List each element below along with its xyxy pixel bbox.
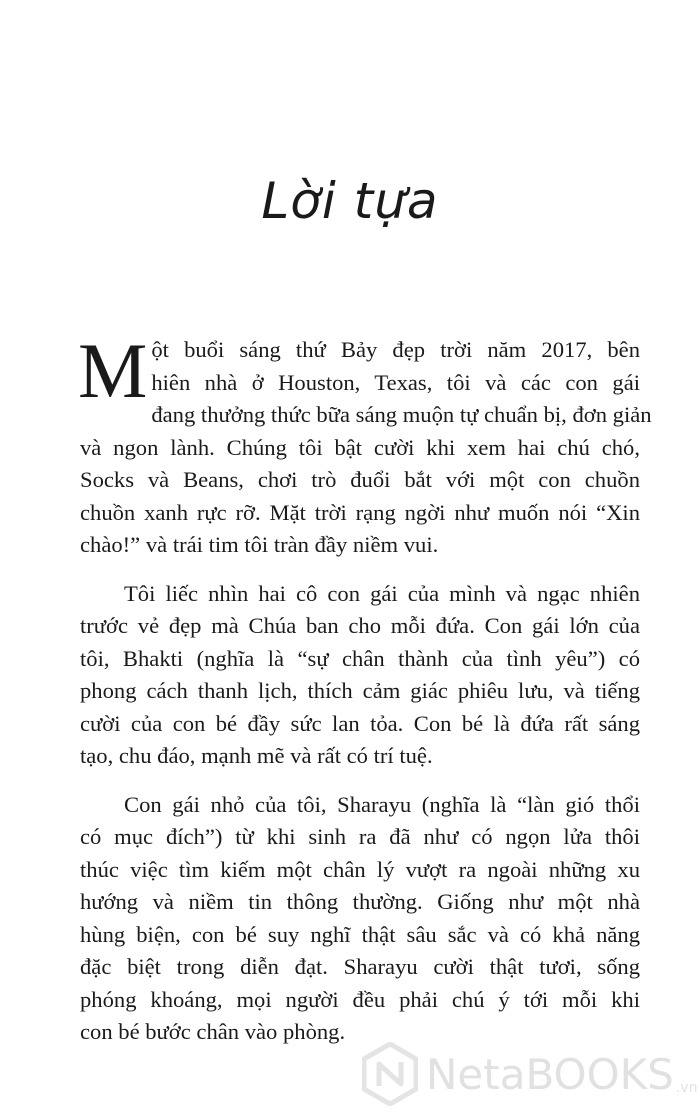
text-line: trước vẻ đẹp mà Chúa ban cho mỗi đứa. Con gái lớn của: [80, 613, 640, 638]
text-line: thúc việc tìm kiếm một chân lý vượt ra ngoài những xu: [80, 856, 640, 882]
text-line: chào!” và trái tim tôi tràn đầy niềm vui.: [80, 532, 439, 557]
text-line: có mục đích”) từ khi sinh ra đã như có ngọn lửa thôi: [80, 824, 640, 849]
drop-cap: M: [78, 327, 148, 414]
text-line: tôi, Bhakti (nghĩa là “sự chân thành của tình yêu”) có: [80, 645, 640, 671]
netabooks-logo-icon: [362, 1042, 418, 1106]
paragraph-1: [78, 327, 652, 562]
text-line: ột buổi sáng thứ Bảy đẹp trời năm 2017, bên: [151, 337, 640, 362]
watermark-brand: NetaBOOKS: [426, 1049, 674, 1099]
paragraph-2: [80, 578, 640, 773]
paragraph-3: [80, 789, 640, 1049]
watermark-suffix: .vn: [675, 1080, 698, 1096]
body-text: [78, 327, 652, 1065]
text-line: Socks và Beans, chơi trò đuổi bắt với một con chuồn: [80, 467, 640, 492]
text-line: phóng khoáng, mọi người đều phải chú ý tới mỗi khi: [80, 986, 640, 1012]
text-line: hùng biện, con bé suy nghĩ thật sâu sắc và có khả năng: [80, 921, 640, 947]
text-line: đang thưởng thức bữa sáng muộn tự chuẩn bị, đơn giản: [151, 402, 652, 427]
text-line: phong cách thanh lịch, thích cảm giác phiêu lưu, và tiếng: [80, 678, 640, 703]
chapter-title: Lời tựa: [261, 172, 439, 230]
text-line: và ngon lành. Chúng tôi bật cười khi xem hai chú chó,: [80, 434, 640, 460]
text-line: chuồn xanh rực rỡ. Mặt trời rạng ngời như muốn nói “Xin: [80, 499, 640, 525]
text-line: con bé bước chân vào phòng.: [80, 1019, 346, 1044]
text-line: hiên nhà ở Houston, Texas, tôi và các con gái: [151, 369, 640, 395]
text-line: hướng và niềm tin thông thường. Giống như một nhà: [80, 889, 640, 914]
netabooks-watermark: [362, 1042, 697, 1106]
text-line: đặc biệt trong diễn đạt. Sharayu cười thật tươi, sống: [80, 954, 640, 979]
text-line: cười của con bé đầy sức lan tỏa. Con bé là đứa rất sáng: [80, 710, 640, 736]
text-line: tạo, chu đáo, mạnh mẽ và rất có trí tuệ.: [80, 743, 433, 768]
text-line: Tôi liếc nhìn hai cô con gái của mình và ngạc nhiên: [124, 580, 640, 606]
text-line: Con gái nhỏ của tôi, Sharayu (nghĩa là “làn gió thổi: [124, 791, 640, 817]
